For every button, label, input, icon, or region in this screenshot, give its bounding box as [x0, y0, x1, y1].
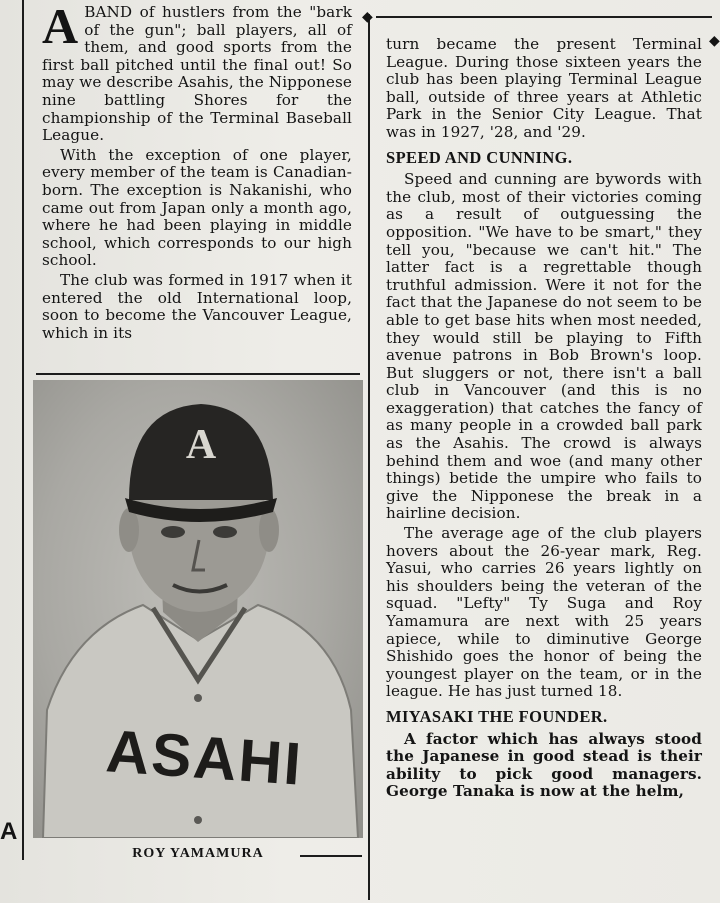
jersey-lettering: ASAHI — [103, 717, 305, 798]
paragraph: Speed and cunning are bywords with the club, most of their victories coming as a result of outguessing the opposition. "We have to be smart," they tell you, "because we can't hit." The latter fact is a regrettable though truthful admission. Were it not for the fact that the Japanese do not seem to be able to get base hits when most needed, they would still be playing to Fifth avenue patrons in Bob Brown's loop. But sluggers or not, there isn't a ball club in Vancouver (and this is no exaggeration) that catches the fancy of as many people in a crowded ball park as the Asahis. The crowd is always behind them and woe (and many other things) betide the umpire who fails to give the Nipponese the break in a hairline decision. — [386, 170, 702, 523]
caption-rule — [300, 855, 362, 857]
drop-cap: A — [42, 0, 79, 54]
margin-letter: A — [0, 818, 18, 845]
section-heading: SPEED AND CUNNING. — [386, 147, 573, 167]
paragraph: The club was formed in 1917 when it entered the old International loop, soon to become the Vancouver League, which in its — [42, 270, 352, 342]
top-right-rule — [376, 16, 712, 18]
paragraph: A factor which has always stood the Japanese in good stead is their ability to pick good managers. George Tanaka is now at the helm, — [386, 729, 702, 801]
cap-letter: A — [185, 422, 217, 468]
player-photo — [33, 380, 363, 838]
section-rule — [36, 373, 360, 375]
player-portrait-illustration — [33, 380, 363, 838]
section-heading: MIYASAKI THE FOUNDER. — [386, 706, 608, 726]
column-divider-rule — [368, 14, 370, 900]
paragraph: The average age of the club players hovers about the 26-year mark, Reg. Yasui, who carries 26 years lightly on his shoulders being the veteran of the squad. "Lefty" Ty Suga and Roy Yamamura are next with 25 years apiece, while to diminutive George Shishido goes the honor of being the youngest player on the team, or in the league. He has just turned 18. — [386, 524, 702, 701]
right-column — [386, 36, 702, 803]
lead-text: BAND of hustlers from the "bark of the gun"; ball players, all of them, and good sports from the first ball pitched until the final out! So may we describe Asahis, the Nipponese nine battling Shores for the championship of the Terminal Baseball League. — [42, 3, 352, 145]
left-border-rule — [22, 0, 24, 860]
divider-ornament-top: ◆ — [362, 9, 373, 25]
paragraph: turn became the present Terminal League. During those sixteen years the club has been playing Terminal League ball, outside of three years at Athletic Park in the Senior City League. That was in 1927, '28, and '29. — [386, 35, 702, 141]
paragraph: With the exception of one player, every member of the team is Canadian-born. The exception is Nakanishi, who came out from Japan only a month ago, where he had been playing in middle school, which corresponds to our high school. — [42, 145, 352, 270]
divider-ornament-right: ◆ — [709, 33, 720, 49]
photo-caption: ROY YAMAMURA — [132, 846, 264, 861]
left-column — [42, 0, 352, 344]
article-lead-paragraph — [42, 0, 352, 145]
